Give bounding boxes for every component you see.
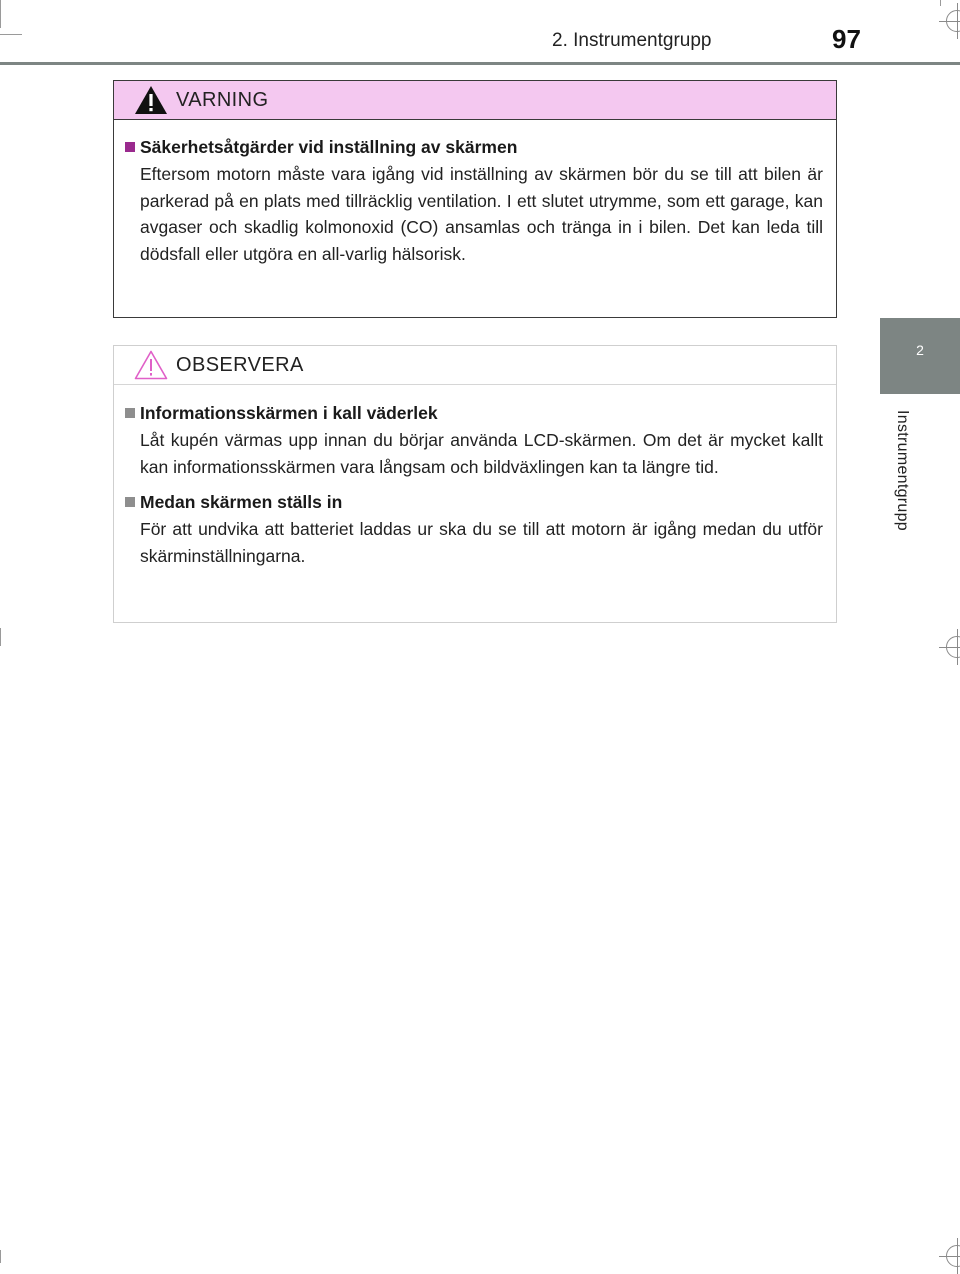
notice-item-title: Informationsskärmen i kall väderlek — [140, 403, 438, 423]
warning-box — [113, 80, 837, 318]
warning-item-text: Eftersom motorn måste vara igång vid inställning av skärmen bör du se till att bilen är parkerad på en plats med tillräcklig ventilation. I ett slutet utrymme, som ett garage, kan avgaser och skadlig kolmonoxid (CO) ansamlas och tränga in i bilen. Det kan leda till dödsfall eller utgöra en all-varlig hälsorisk. — [140, 164, 823, 264]
bullet-square-icon — [125, 142, 135, 152]
notice-item-text: För att undvika att batteriet laddas ur ska du se till att motorn är igång medan du utför skärminställningarna. — [140, 519, 823, 566]
warning-header — [114, 81, 836, 120]
registration-mark — [946, 10, 960, 32]
crop-mark — [0, 628, 1, 646]
warning-item — [125, 135, 823, 267]
page-number: 97 — [832, 24, 861, 54]
registration-mark — [946, 1245, 960, 1267]
crop-mark — [0, 34, 22, 35]
chapter-tab-label: Instrumentgrupp — [894, 410, 911, 532]
caution-triangle-icon — [134, 350, 168, 380]
notice-box — [113, 345, 837, 623]
chapter-tab — [880, 318, 960, 394]
notice-item — [125, 490, 823, 569]
notice-heading: OBSERVERA — [176, 353, 304, 376]
bullet-square-icon — [125, 408, 135, 418]
crop-mark — [0, 0, 1, 28]
chapter-tab-number: 2 — [916, 342, 924, 358]
bullet-square-icon — [125, 497, 135, 507]
warning-heading: VARNING — [176, 88, 269, 111]
registration-mark — [946, 636, 960, 658]
notice-item-text: Låt kupén värmas upp innan du börjar använda LCD-skärmen. Om det är mycket kallt kan informationsskärmen vara långsam och bildväxlingen kan ta längre tid. — [140, 430, 823, 477]
crop-mark — [0, 1250, 1, 1263]
header-rule — [0, 62, 960, 65]
warning-item-title: Säkerhetsåtgärder vid inställning av skärmen — [140, 137, 518, 157]
warning-body — [114, 120, 836, 267]
notice-header — [114, 346, 836, 385]
chapter-title: 2. Instrumentgrupp — [552, 30, 712, 51]
notice-body — [114, 385, 836, 569]
notice-item — [125, 401, 823, 480]
crop-mark — [940, 0, 941, 6]
notice-item-title: Medan skärmen ställs in — [140, 492, 343, 512]
warning-triangle-icon — [134, 85, 168, 115]
